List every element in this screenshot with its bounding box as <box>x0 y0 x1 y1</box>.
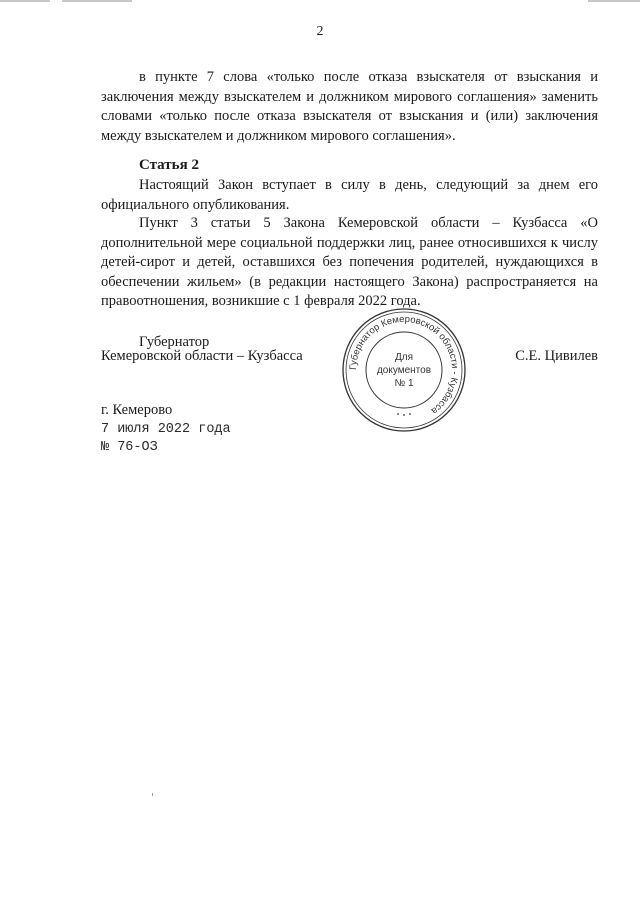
official-seal <box>340 306 468 434</box>
seal-dot-1 <box>397 413 399 415</box>
seal-center-line1: Для <box>394 352 414 363</box>
seal-dot-2 <box>403 414 405 416</box>
seal-dot-3 <box>409 413 411 415</box>
paragraph-amendment: в пункте 7 слова «только после отказа взыскателя от взыскания и заключения между взыскателем и должником мирового соглашения» заменить словами «только после отказа взыскателя от взыскания и (или) заключения между взыскателем и должником мирового соглашения». <box>101 69 598 144</box>
law-date: 7 июля 2022 года <box>101 422 231 437</box>
signature-name: С.Е. Цивилев <box>515 348 598 364</box>
paragraph-effective-date: Настоящий Закон вступает в силу в день, следующий за днем его официального опубликования. <box>101 177 598 213</box>
seal-center-line2: документов <box>376 365 432 376</box>
paragraph-retroactive: Пункт 3 статьи 5 Закона Кемеровской области – Кузбасса «О дополнительной мере социальной поддержки лиц, ранее относившихся к числу детей-сирот и детей, оставшихся без попечения родителей, нуждающихся в обеспечении жильем» (в редакции настоящего Закона) распространяется на правоотношения, возникшие с 1 февраля 2022 года. <box>101 215 598 310</box>
signature-title: Губернатор <box>139 334 210 350</box>
scan-edge-mid <box>62 0 132 2</box>
seal-ring-text: Губернатор Кемеровской области - Кузбасса <box>347 313 461 417</box>
signature-region: Кемеровской области – Кузбасса <box>101 348 303 364</box>
scan-speck <box>152 793 153 796</box>
law-number: № 76-ОЗ <box>101 440 158 455</box>
seal-center-line3: № 1 <box>394 378 414 389</box>
scan-edge-right <box>588 0 640 2</box>
page-number: 2 <box>316 24 324 39</box>
city-name: г. Кемерово <box>101 402 173 418</box>
scan-edge-left <box>0 0 50 2</box>
article-heading: Статья 2 <box>139 157 199 173</box>
